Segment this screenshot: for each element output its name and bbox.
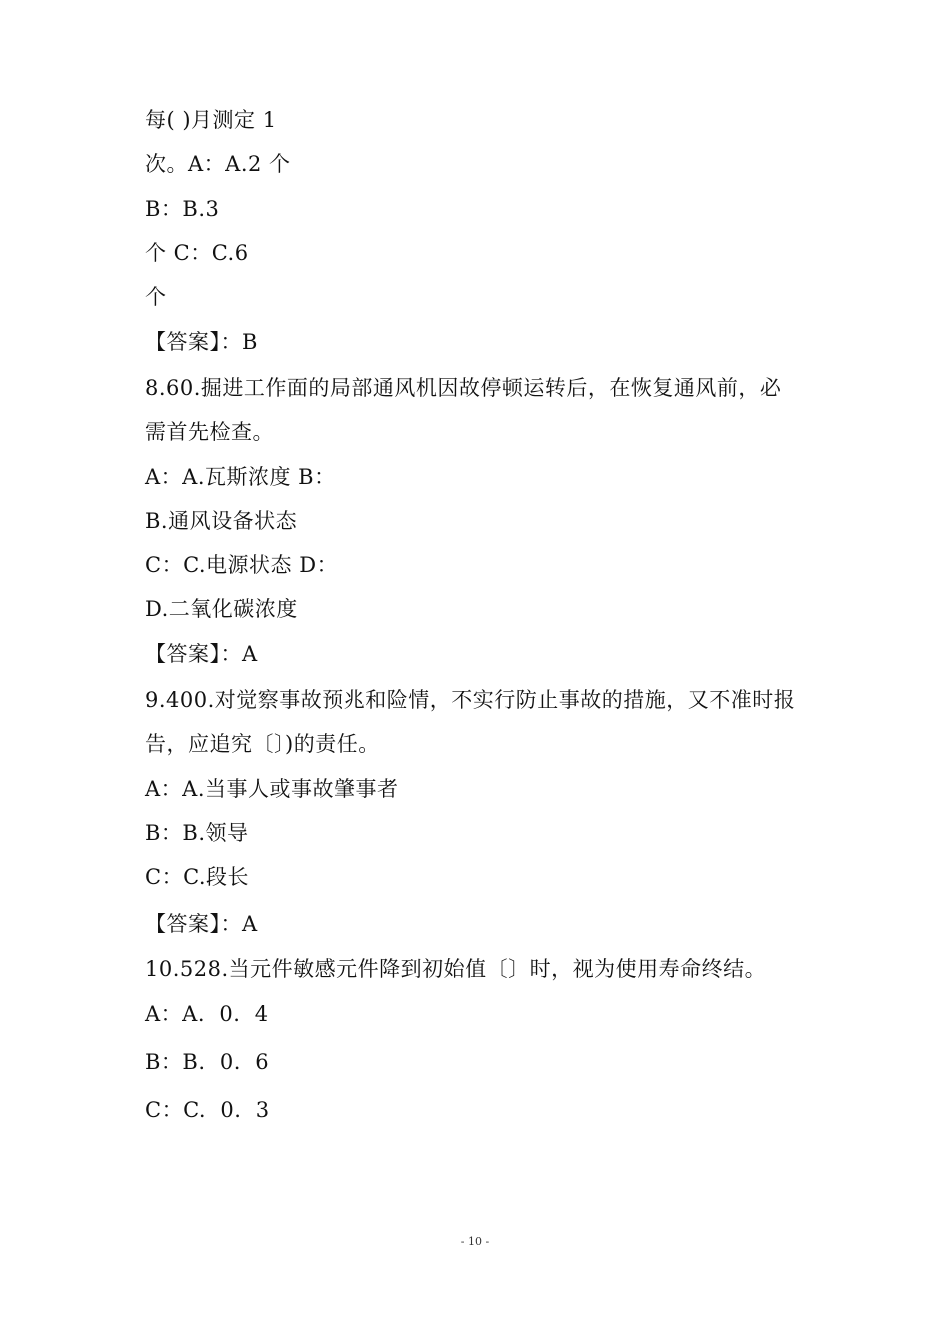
question-7-option-b: B：B.3 xyxy=(145,197,220,221)
question-8-stem-line-2: 需首先检查。 xyxy=(145,420,274,444)
question-8-answer: 【答案】：A xyxy=(145,642,258,666)
question-8-option-b: B.通风设备状态 xyxy=(145,509,298,533)
question-8-option-c: C：C.电源状态 D： xyxy=(145,553,339,577)
question-7-stem-part-2-option-a: 次。A：A.2 个 xyxy=(145,152,291,176)
page-number: - 10 - xyxy=(460,1235,490,1248)
question-10-option-b: B：B. 0. 6 xyxy=(145,1050,270,1074)
question-10-stem: 10.528.当元件敏感元件降到初始值〔〕时，视为使用寿命终结。 xyxy=(145,957,767,981)
question-9-stem-line-2: 告，应追究〔〕)的责任。 xyxy=(145,732,380,756)
question-8-option-d: D.二氧化碳浓度 xyxy=(145,597,298,621)
question-9-stem-line-1: 9.400.对觉察事故预兆和险情，不实行防止事故的措施，又不准时报 xyxy=(145,688,796,712)
question-7-stem-part-1: 每( )月测定 1 xyxy=(145,108,277,132)
question-7-option-c-cont: 个 xyxy=(145,285,167,309)
question-10-option-c: C：C. 0. 3 xyxy=(145,1098,270,1122)
question-7-answer: 【答案】：B xyxy=(145,330,258,354)
question-7-option-c: 个 C：C.6 xyxy=(145,241,249,265)
question-8-option-a: A：A.瓦斯浓度 B： xyxy=(145,465,336,489)
question-9-answer: 【答案】：A xyxy=(145,912,258,936)
question-8-stem-line-1: 8.60.掘进工作面的局部通风机因故停顿运转后，在恢复通风前，必 xyxy=(145,376,782,400)
question-9-option-c: C：C.段长 xyxy=(145,865,250,889)
question-9-option-b: B：B.领导 xyxy=(145,821,249,845)
question-10-option-a: A：A. 0. 4 xyxy=(145,1002,269,1026)
question-9-option-a: A：A.当事人或事故肇事者 xyxy=(145,777,399,801)
